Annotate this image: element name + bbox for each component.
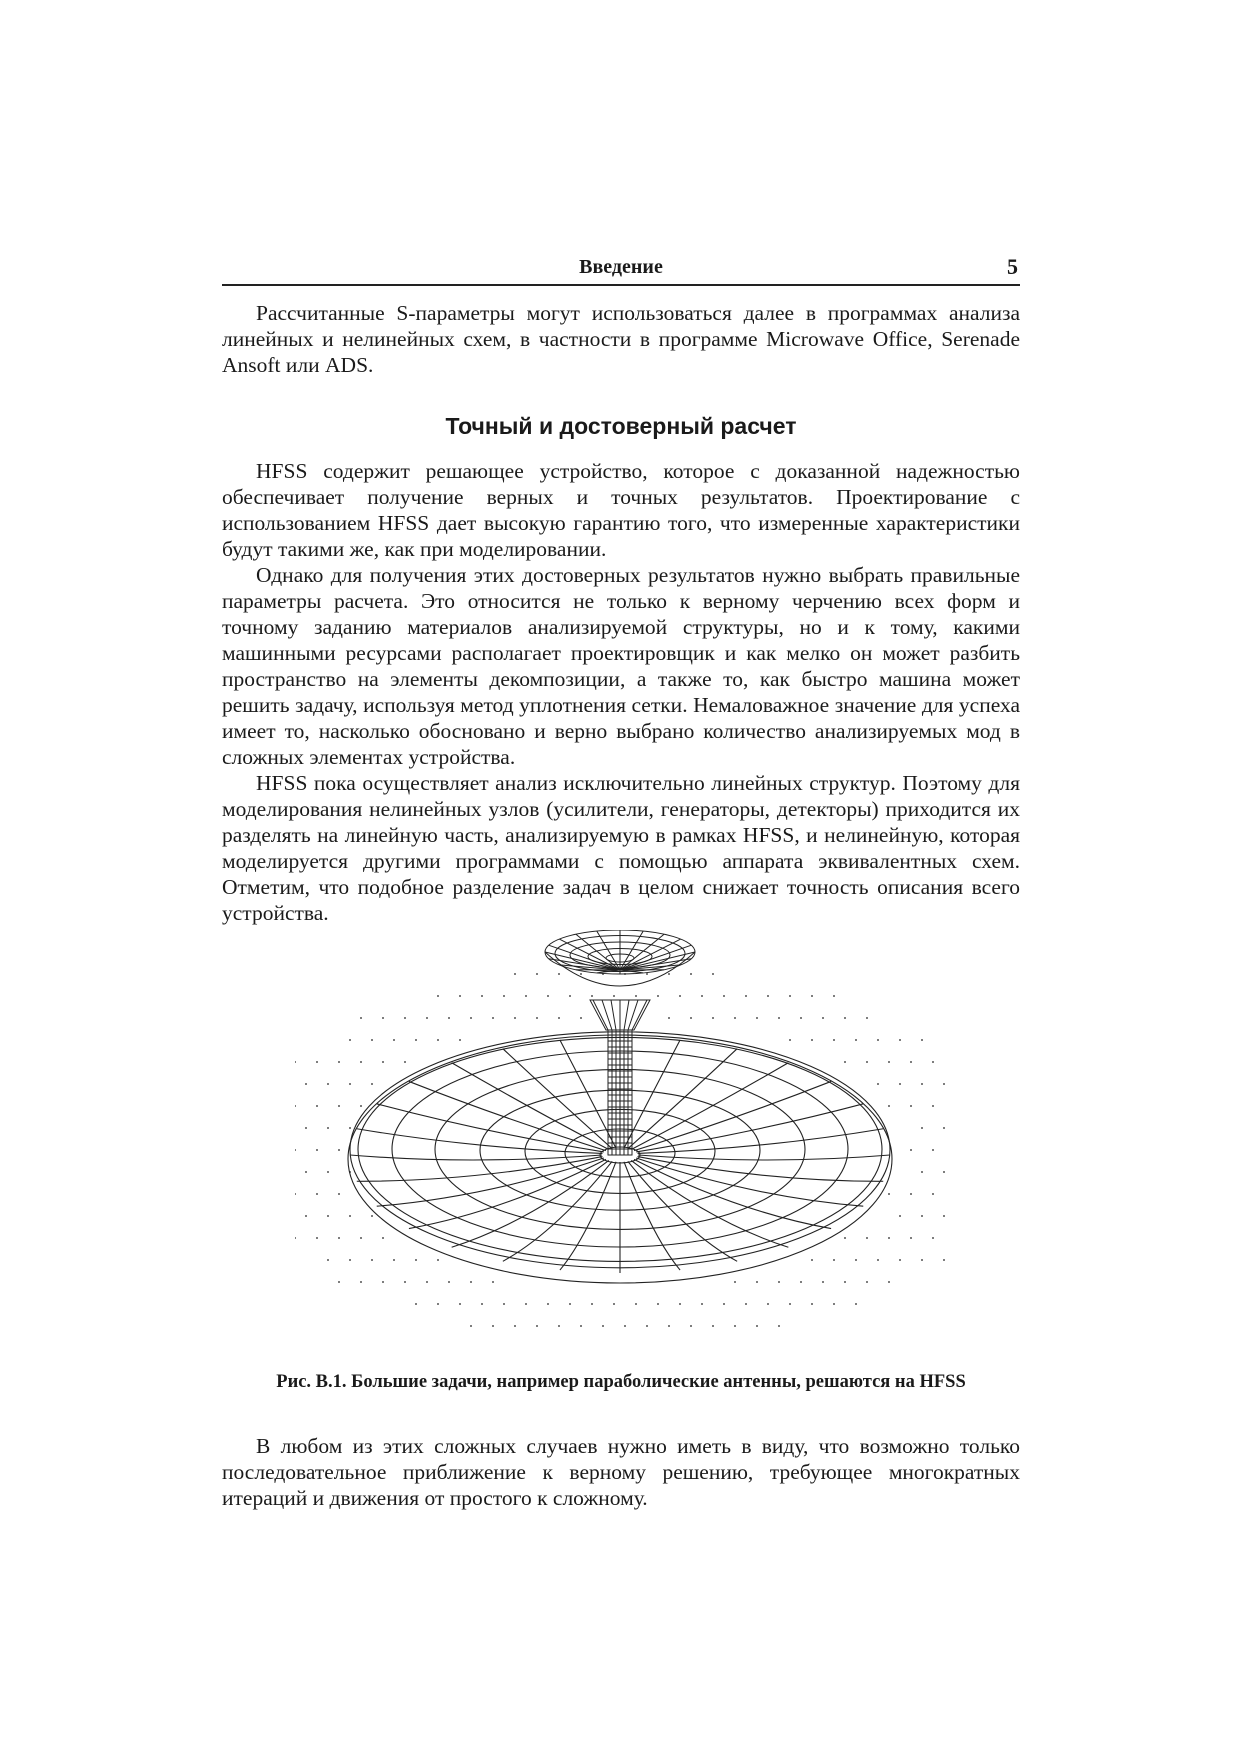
running-title: Введение xyxy=(579,256,663,278)
section-paragraph: HFSS пока осуществляет анализ исключительно линейных структур. Поэтому для моделирования нелинейных узлов (усилители, генераторы, детекторы) приходится их разделять на линейную часть, анализируемую в рамках HFSS, и нелинейную, которая моделируется другими программами с помощью аппарата эквивалентных схем. Отметим, что подобное разделение задач в целом снижает точность описания всего устройства. xyxy=(222,771,1020,925)
section-heading: Точный и достоверный расчет xyxy=(445,413,797,439)
page-number: 5 xyxy=(1007,254,1018,279)
figure-caption: Рис. В.1. Большие задачи, например параболические антенны, решаются на HFSS xyxy=(276,1372,966,1392)
intro-paragraph-block xyxy=(222,300,1020,378)
section-paragraph: HFSS содержит решающее устройство, которое с доказанной надежностью обеспечивает получение верных и точных результатов. Проектирование с использованием HFSS дает высокую гарантию того, что измеренные характеристики будут такими же, как при моделировании. xyxy=(222,459,1020,561)
section-body xyxy=(222,458,1020,926)
closing-paragraph: В любом из этих сложных случаев нужно иметь в виду, что возможно только последовательное приближение к верному решению, требующее многократных итераций и движения от простого к сложному. xyxy=(222,1434,1020,1510)
closing-paragraph-block xyxy=(222,1433,1020,1511)
running-header xyxy=(222,254,1020,286)
parabolic-antenna-wireframe-icon xyxy=(295,930,945,1350)
section-paragraph: Однако для получения этих достоверных результатов нужно выбрать правильные параметры расчета. Это относится не только к верному черчению всех форм и точному заданию материалов анализируемой структуры, но и к тому, какими машинными ресурсами располагает проектировщик и как мелко он может разбить пространство на элементы декомпозиции, а также то, как быстро машина может решить задачу, используя метод уплотнения сетки. Немаловажное значение для успеха имеет то, насколько обосновано и верно выбрано количество анализируемых мод в сложных элементах устройства. xyxy=(222,563,1020,769)
parabolic-antenna-figure xyxy=(295,930,945,1350)
intro-paragraph: Рассчитанные S-параметры могут использоваться далее в программах анализа линейных и нелинейных схем, в частности в программе Microwave Office, Serenade Ansoft или ADS. xyxy=(222,301,1020,377)
